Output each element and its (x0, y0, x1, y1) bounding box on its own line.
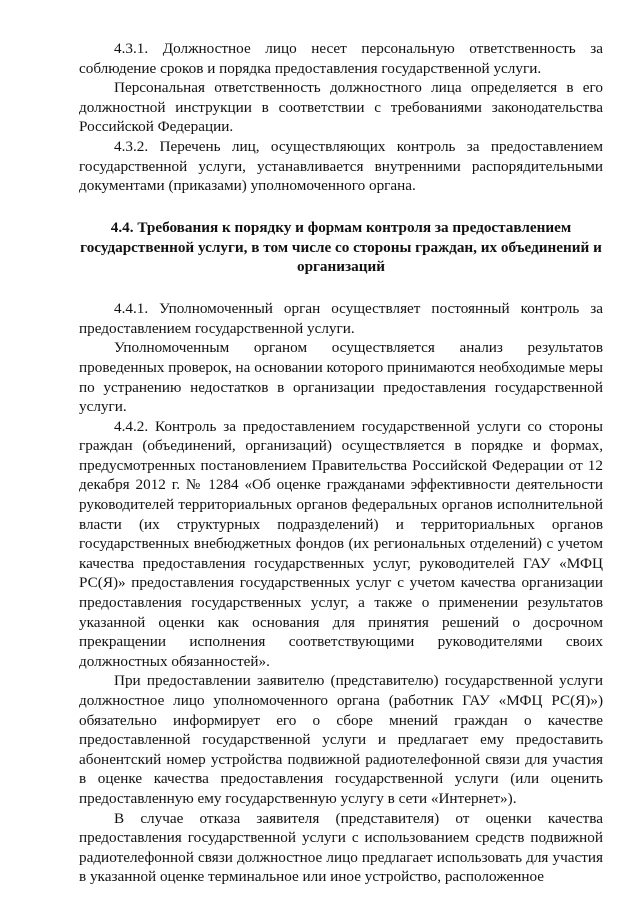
paragraph-informing-applicant: При предоставлении заявителю (представителю) государственной услуги должностное лицо уполномоченного органа (работник ГАУ «МФЦ РС(Я)») обязательно информирует его о сборе мнений граждан о качестве предоставленной государственной услуги и предлагает ему предоставить абонентский номер устройства подвижной радиотелефонной связи для участия в оценке качества предоставления государственной услуги (или оценить предоставленную ему государственную услугу в сети «Интернет»). (79, 672, 603, 807)
paragraph-personal-responsibility: Персональная ответственность должностного лица определяется в его должностной инструкции в соответствии с требованиями законодательства Российской Федерации. (79, 79, 603, 136)
section-heading-4-4: 4.4. Требования к порядку и формам контроля за предоставлением государственной услуги, в том числе со стороны граждан, их объединений и организаций (80, 218, 602, 276)
paragraph-analysis: Уполномоченным органом осуществляется анализ результатов проведенных проверок, на основании которого принимаются необходимые меры по устранению недостатков в организации предоставления государственной услуги. (79, 339, 603, 416)
paragraph-4-3-1: 4.3.1. Должностное лицо несет персональную ответственность за соблюдение сроков и порядка предоставления государственной услуги. (79, 40, 603, 77)
paragraph-4-3-2: 4.3.2. Перечень лиц, осуществляющих контроль за предоставлением государственной услуги, устанавливается внутренними распорядительными документами (приказами) уполномоченного органа. (79, 137, 603, 195)
paragraph-4-4-2: 4.4.2. Контроль за предоставлением государственной услуги со стороны граждан (объединений, организаций) осуществляется в порядке и формах, предусмотренных постановлением Правительства Российской Федерации от 12 декабря 2012 г. № 1284 «Об оценке гражданами эффективности деятельности руководителей территориальных органов федеральных органов исполнительной власти (их структурных подразделений) и территориальных органов государственных внебюджетных фондов (их региональных отделений) с учетом качества предоставления государственных услуг, руководителей ГАУ «МФЦ РС(Я)» предоставления государственных услуг с учетом качества организации предоставления государственных услуг, а также о применении результатов указанной оценки как основания для принятия решений о досрочном прекращении исполнения соответствующими руководителями своих должностных обязанностей». (79, 417, 603, 670)
document-page (79, 39, 603, 887)
paragraph-refusal-case: В случае отказа заявителя (представителя) от оценки качества предоставления государственной услуги с использованием средств подвижной радиотелефонной связи должностное лицо предлагает использовать для участия в указанной оценке терминальное или иное устройство, расположенное (79, 809, 603, 886)
paragraph-4-4-1: 4.4.1. Уполномоченный орган осуществляет постоянный контроль за предоставлением государственной услуги. (79, 300, 603, 337)
